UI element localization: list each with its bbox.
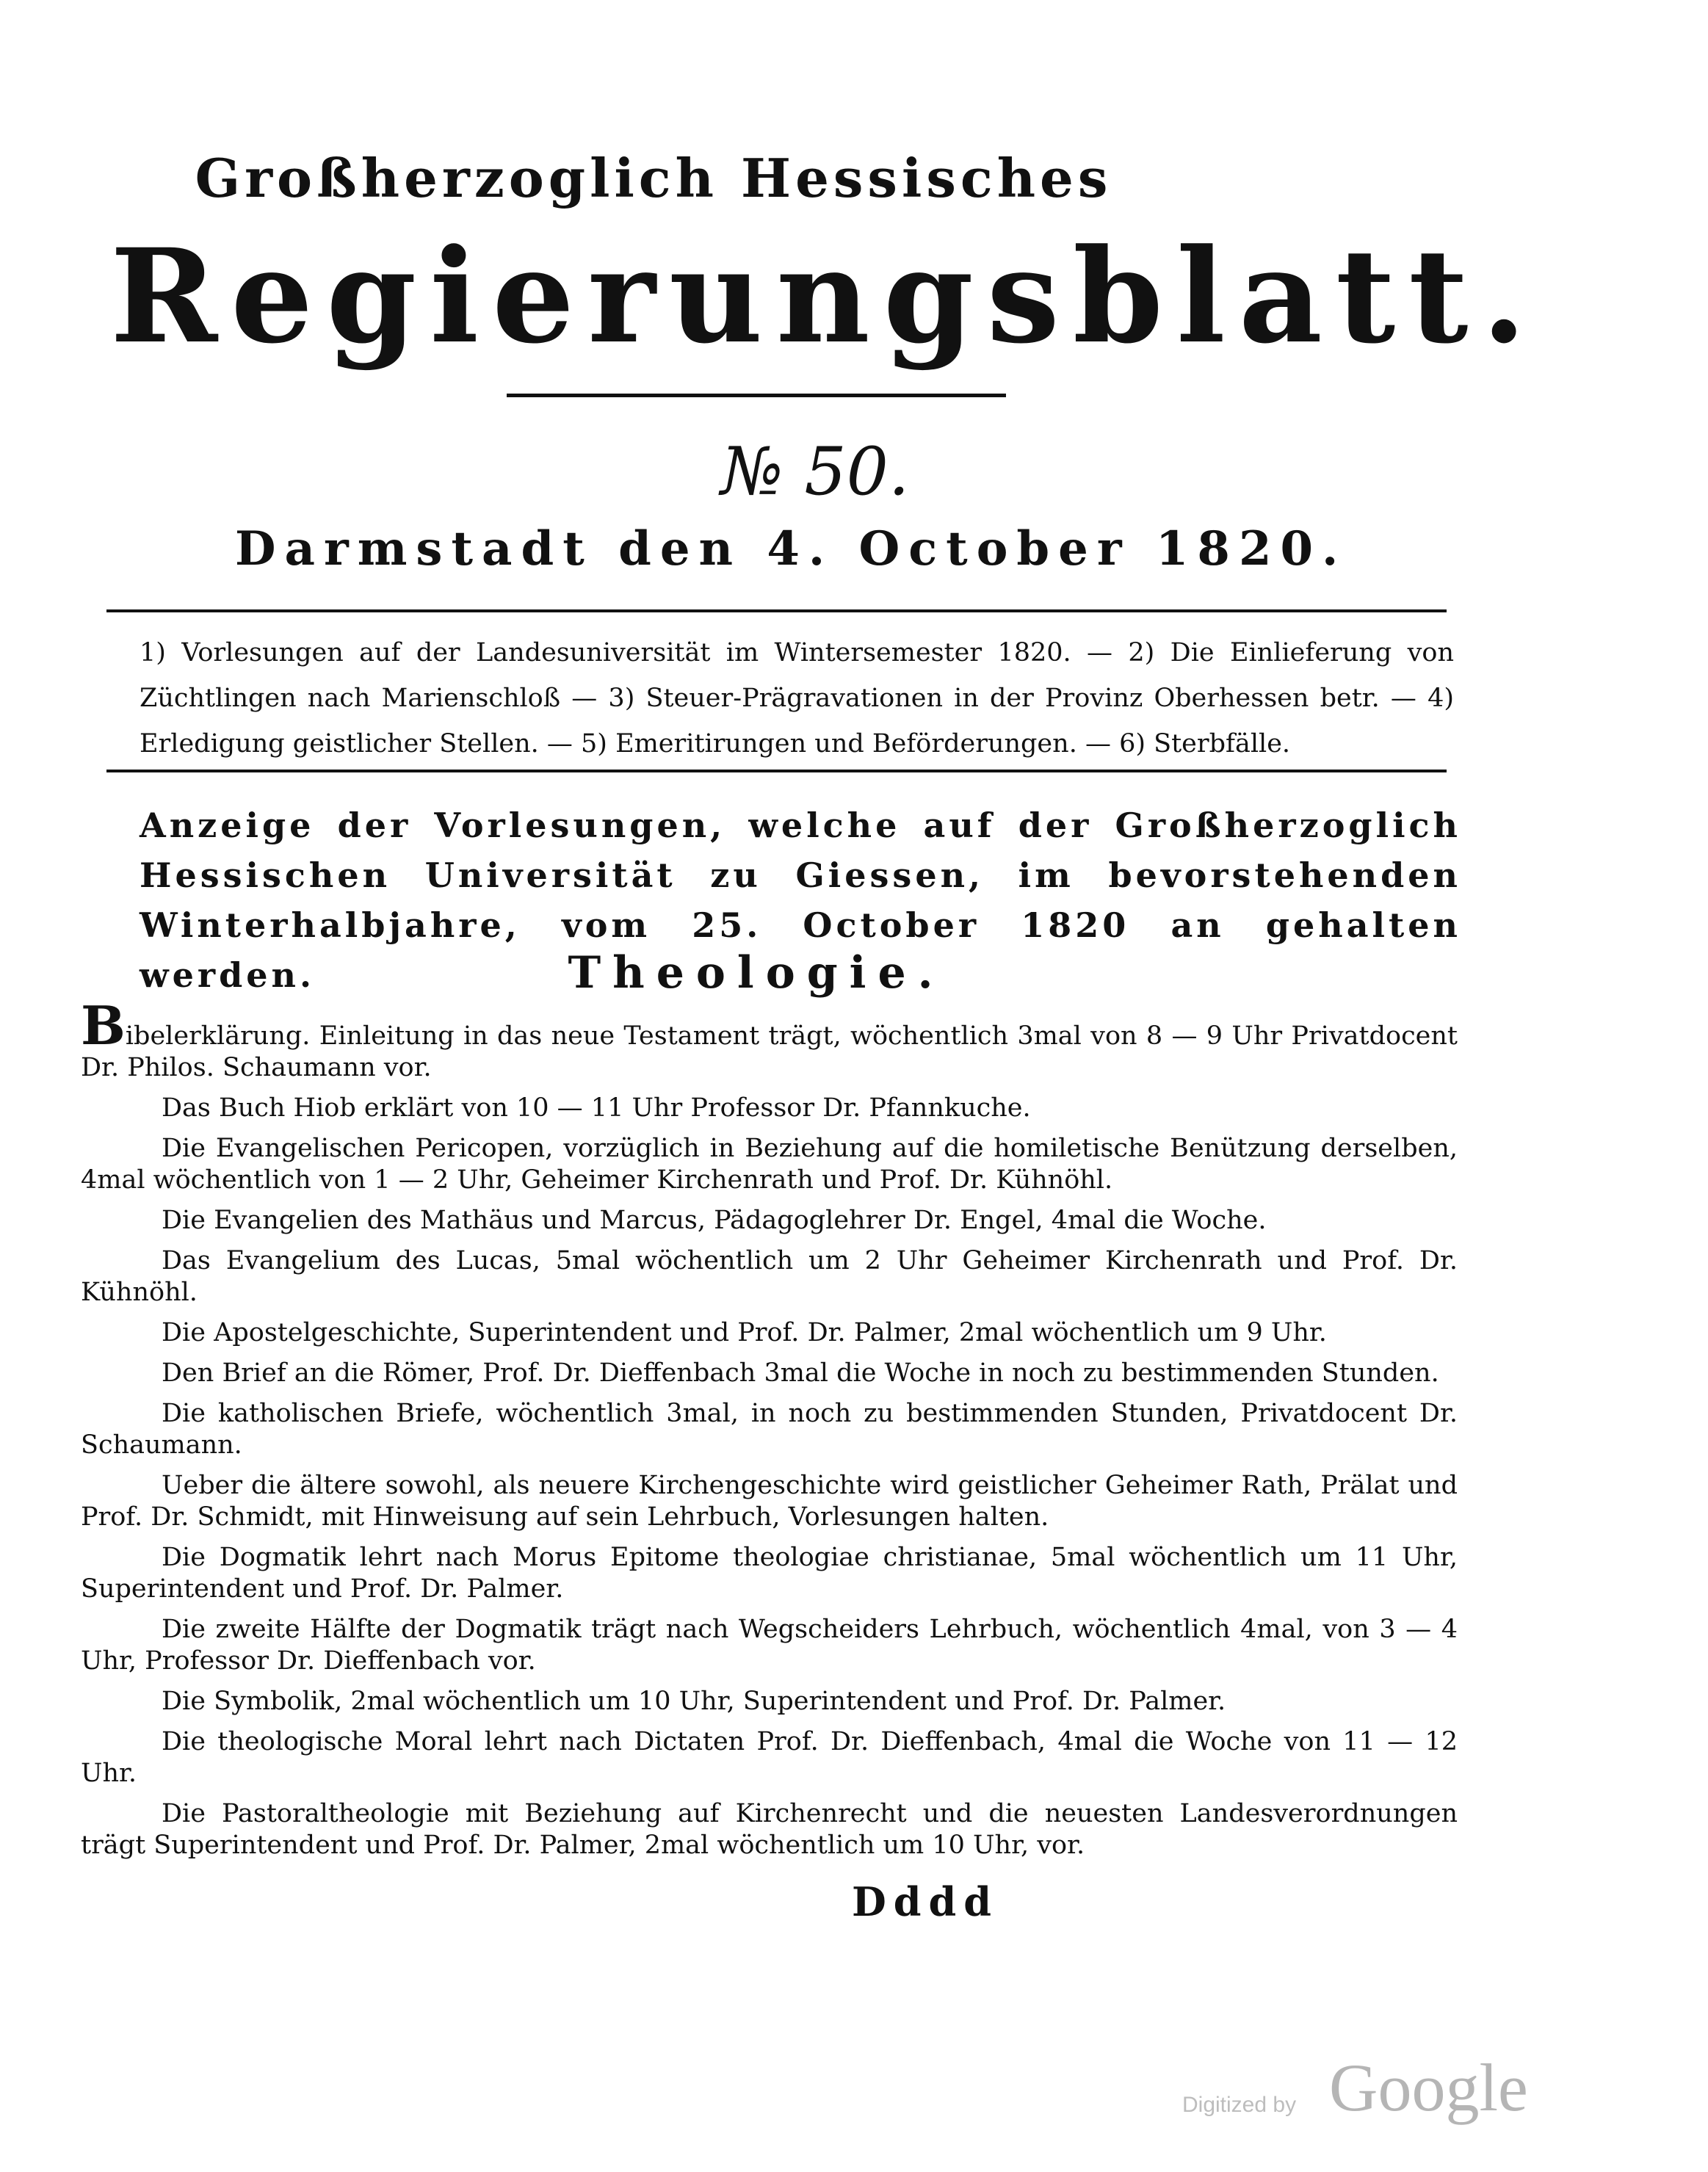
table-of-contents: 1) Vorlesungen auf der Landesuniversität im Wintersemester 1820. — 2) Die Einlieferung von Züchtlingen nach Marienschloß — 3) Steuer-Prägravationen in der Provinz Oberhessen betr. — 4) Erledigung geistlicher Stellen. — 5) Emeritirungen und Beförderungen. — 6) Sterbfälle. <box>140 638 1454 759</box>
lecture-entry: Das Evangelium des Lucas, 5mal wöchentlich um 2 Uhr Geheimer Kirchenrath und Prof. Dr. Kühnöhl. <box>81 1246 1458 1307</box>
section-title-theology: Theologie. <box>568 947 945 999</box>
announcement-heading: Anzeige der Vorlesungen, welche auf der Großherzoglich Hessischen Universität zu Giessen, im bevorstehenden Winterhalbjahre, vom 25. October 1820 an gehalten werden. <box>140 806 1461 995</box>
lecture-entry: Die zweite Hälfte der Dogmatik trägt nach Wegscheiders Lehrbuch, wöchentlich 4mal, von 3 — 4 Uhr, Professor Dr. Dieffenbach vor. <box>81 1615 1458 1676</box>
lecture-entry: Die theologische Moral lehrt nach Dictaten Prof. Dr. Dieffenbach, 4mal die Woche von 11 — 12 Uhr. <box>81 1727 1458 1788</box>
lecture-entry: Das Buch Hiob erklärt von 10 — 11 Uhr Professor Dr. Pfannkuche. <box>162 1093 1031 1123</box>
masthead-subtitle: Großherzoglich Hessisches <box>195 147 1112 209</box>
contents-bottom-rule <box>106 770 1447 772</box>
lecture-entry: Die Apostelgeschichte, Superintendent und Prof. Dr. Palmer, 2mal wöchentlich um 9 Uhr. <box>162 1318 1327 1347</box>
watermark-prefix: Digitized by <box>1182 2093 1297 2117</box>
lecture-entry: Die Pastoraltheologie mit Beziehung auf Kirchenrecht und die neuesten Landesverordnungen trägt Superintendent und Prof. Dr. Palmer, 2mal wöchentlich um 10 Uhr, vor. <box>81 1799 1458 1860</box>
issue-number: № 50. <box>720 433 910 510</box>
contents-top-rule <box>106 609 1447 612</box>
digitized-watermark <box>1182 2049 1652 2129</box>
lecture-entry: Die Evangelien des Mathäus und Marcus, Pädagoglehrer Dr. Engel, 4mal die Woche. <box>162 1206 1267 1235</box>
lecture-entry: Die Dogmatik lehrt nach Morus Epitome theologiae christianae, 5mal wöchentlich um 11 Uhr, Superintendent und Prof. Dr. Palmer. <box>81 1543 1458 1604</box>
masthead-rule <box>507 394 1006 397</box>
lecture-entry: Die katholischen Briefe, wöchentlich 3mal, in noch zu bestimmenden Stunden, Privatdocent Dr. Schaumann. <box>81 1399 1458 1460</box>
lecture-entry: Die Symbolik, 2mal wöchentlich um 10 Uhr, Superintendent und Prof. Dr. Palmer. <box>162 1687 1226 1716</box>
lecture-list <box>81 994 1458 1870</box>
signature-mark: Dddd <box>851 1878 999 1925</box>
lecture-entry: Den Brief an die Römer, Prof. Dr. Dieffenbach 3mal die Woche in noch zu bestimmenden Stunden. <box>162 1358 1439 1388</box>
google-logo: Google <box>1329 2050 1528 2125</box>
masthead-title: Regierungsblatt. <box>110 220 1540 372</box>
dateline: Darmstadt den 4. October 1820. <box>235 521 1347 576</box>
lecture-entry: Bibelerklärung. Einleitung in das neue Testament trägt, wöchentlich 3mal von 8 — 9 Uhr Privatdocent Dr. Philos. Schaumann vor. <box>81 994 1458 1082</box>
lecture-entry: Die Evangelischen Pericopen, vorzüglich in Beziehung auf die homiletische Benützung derselben, 4mal wöchentlich von 1 — 2 Uhr, Geheimer Kirchenrath und Prof. Dr. Kühnöhl. <box>81 1134 1458 1195</box>
lecture-entry: Ueber die ältere sowohl, als neuere Kirchengeschichte wird geistlicher Geheimer Rath, Prälat und Prof. Dr. Schmidt, mit Hinweisung auf sein Lehrbuch, Vorlesungen halten. <box>81 1471 1458 1532</box>
